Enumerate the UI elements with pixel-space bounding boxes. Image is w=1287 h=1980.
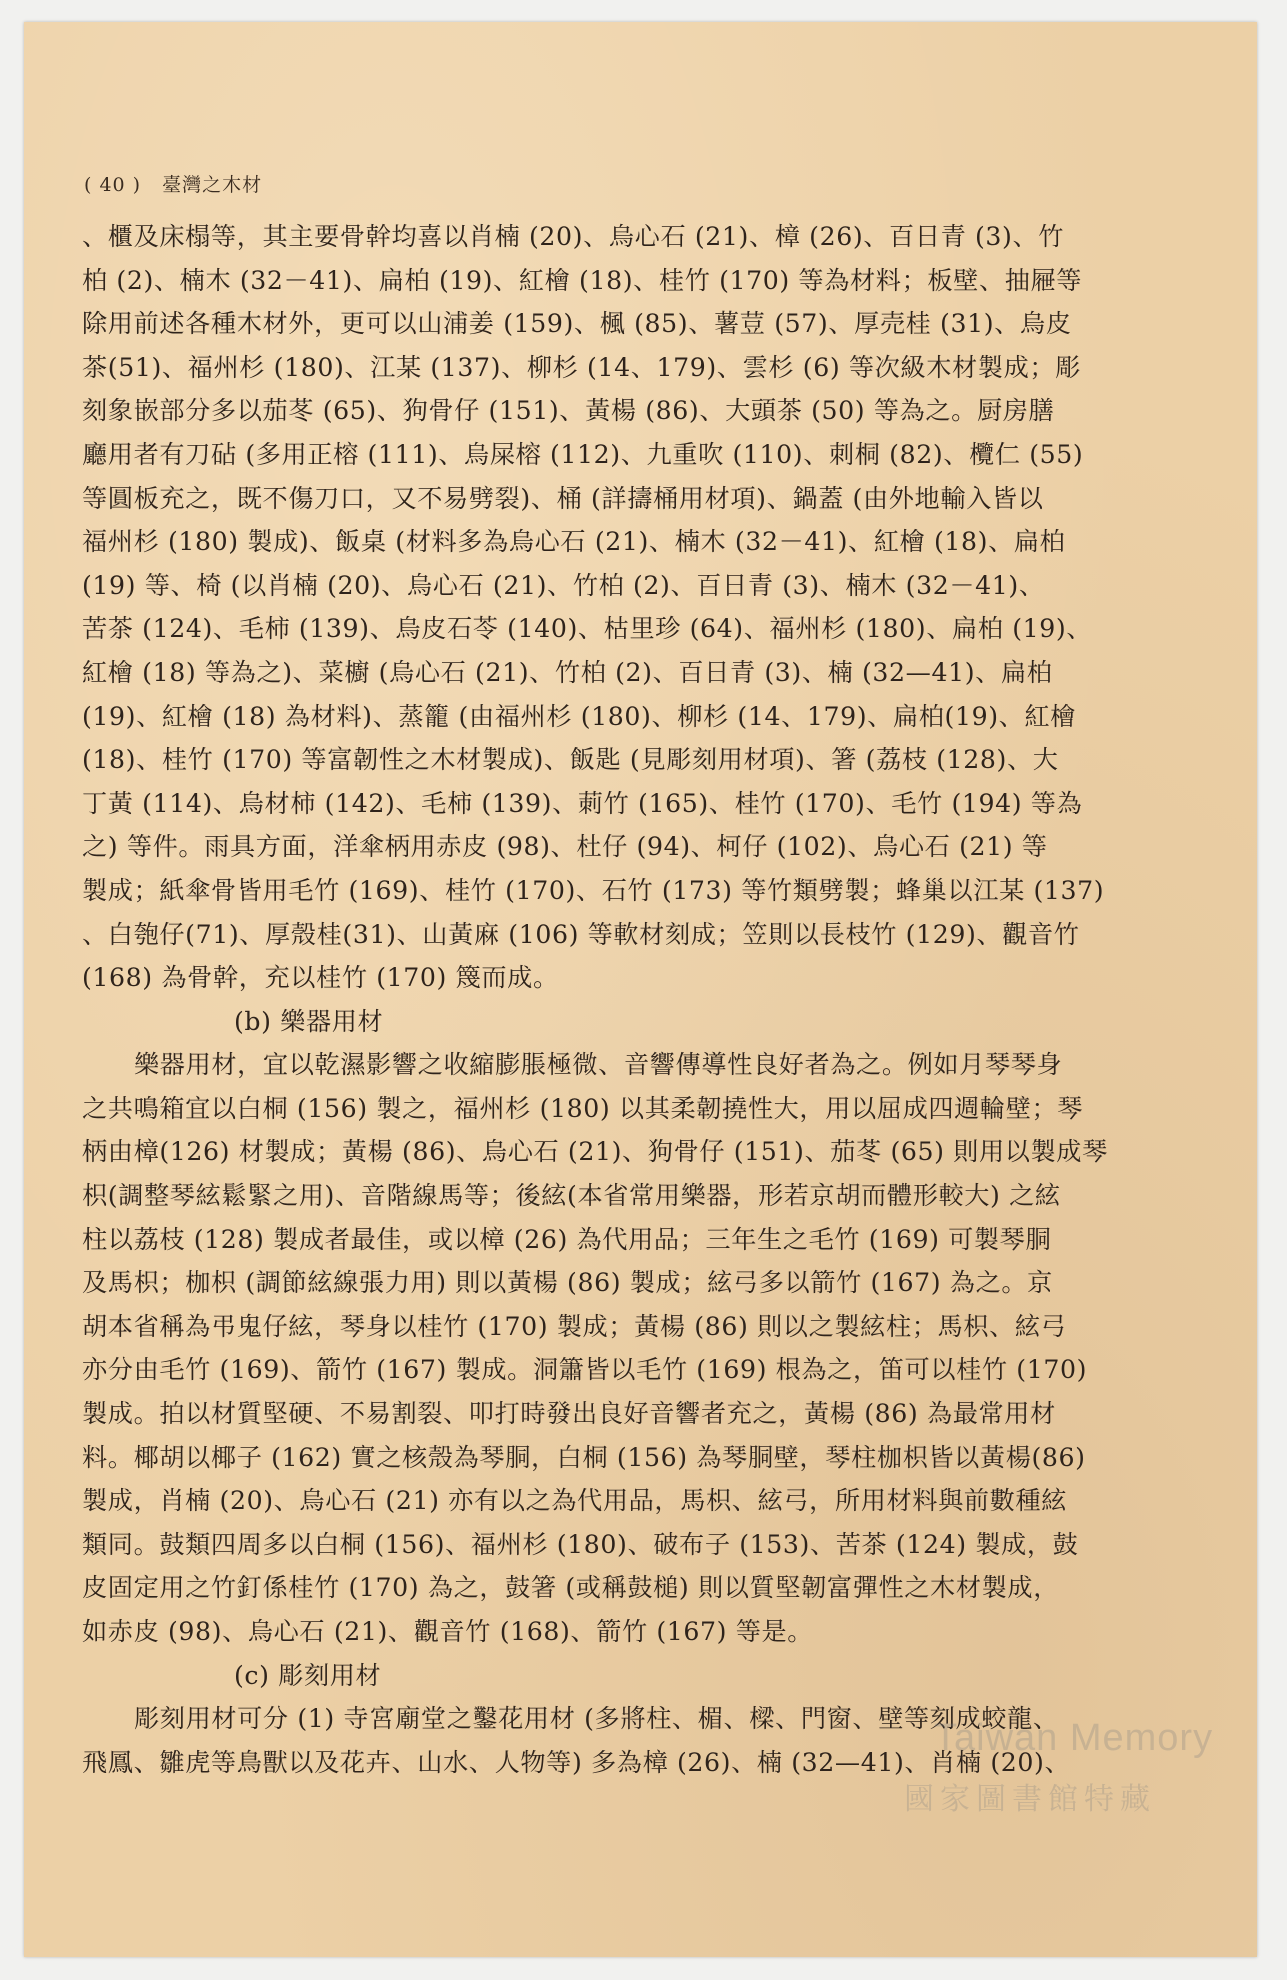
text-line: 茶(51)、福州杉 (180)、江某 (137)、柳杉 (14、179)、雲杉 (6) 等次級木材製成；彫 [82,352,1081,382]
text-line: 刻象嵌部分多以茄苳 (65)、狗骨仔 (151)、黃楊 (86)、大頭茶 (50) 等為之。厨房膳 [82,396,1055,426]
text-line: 彫刻用材可分 (1) 寺宮廟堂之鑿花用材 (多將柱、楣、樑、門窗、壁等刻成蛟龍、 [134,1704,1059,1734]
text-line: 除用前述各種木材外，更可以山浦姜 (159)、楓 (85)、薯荳 (57)、厚売桂 (31)、烏皮 [82,309,1072,339]
text-line: 丁黃 (114)、烏材柿 (142)、毛柿 (139)、莿竹 (165)、桂竹 (170)、毛竹 (194) 等為 [82,788,1083,818]
text-line: 亦分由毛竹 (169)、箭竹 (167) 製成。洞簫皆以毛竹 (169) 根為之，笛可以桂竹 (170) [82,1355,1088,1385]
text-line: 飛鳳、雛虎等鳥獸以及花卉、山水、人物等) 多為樟 (26)、楠 (32—41)、肖楠 (20)、 [82,1747,1071,1777]
text-line: 及馬枳；枷枳 (調節絃線張力用) 則以黃楊 (86) 製成；絃弓多以箭竹 (167) 為之。京 [82,1268,1053,1298]
text-line: (18)、桂竹 (170) 等富韌性之木材製成)、飯匙 (見彫刻用材項)、箸 (荔枝 (128)、大 [82,745,1059,775]
text-line: 製成。拍以材質堅硬、不易割裂、叩打時發出良好音響者充之，黃楊 (86) 為最常用材 [82,1399,1056,1429]
text-line: 製成；紙傘骨皆用毛竹 (169)、桂竹 (170)、石竹 (173) 等竹類劈製；蜂巢以江某 (137) [82,875,1105,905]
text-line: 、櫃及床榻等，其主要骨幹均喜以肖楠 (20)、烏心石 (21)、樟 (26)、百日青 (3)、竹 [82,222,1065,251]
text-line: (19) 等、椅 (以肖楠 (20)、烏心石 (21)、竹柏 (2)、百日青 (3)、楠木 (32－41)、 [82,570,1045,600]
text-line: 皮固定用之竹釘係桂竹 (170) 為之，鼓箸 (或稱鼓槌) 則以質堅韌富彈性之木材製成， [82,1573,1059,1603]
text-line: 樂器用材，宜以乾濕影響之收縮膨脹極微、音響傳導性良好者為之。例如月琴琴身 [134,1050,1063,1080]
text-line: 柄由樟(126) 材製成；黃楊 (86)、烏心石 (21)、狗骨仔 (151)、茄苳 (65) 則用以製成琴 [82,1137,1108,1167]
text-line: 苦茶 (124)、毛柿 (139)、烏皮石苓 (140)、枯里珍 (64)、福州杉 (180)、扁柏 (19)、 [82,614,1093,644]
text-line: 之共鳴箱宜以白桐 (156) 製之，福州杉 (180) 以其柔韌撓性大，用以屈成四週輪壁；琴 [82,1093,1084,1123]
text-line: (19)、紅檜 (18) 為材料)、蒸籠 (由福州杉 (180)、柳杉 (14、179)、扁柏(19)、紅檜 [82,701,1077,731]
text-line: 枳(調整琴絃鬆緊之用)、音階線馬等；後絃(本省常用樂器，形若京胡而體形較大) 之絃 [82,1181,1061,1211]
text-line: 如赤皮 (98)、烏心石 (21)、觀音竹 (168)、箭竹 (167) 等是。 [82,1617,814,1646]
document-page [24,22,1257,1957]
section-heading: (c) 彫刻用材 [234,1660,382,1690]
text-line: 料。椰胡以椰子 (162) 實之核殼為琴胴，白桐 (156) 為琴胴壁，琴柱枷枳皆以黃楊(86) [82,1442,1086,1472]
text-line: 等圓板充之，既不傷刀口，又不易劈裂)、桶 (詳擣桶用材項)、鍋蓋 (由外地輸入皆以 [82,483,1044,513]
body-text [82,215,1200,1784]
text-line: 類同。鼓類四周多以白桐 (156)、福州杉 (180)、破布子 (153)、苦茶 (124) 製成，鼓 [82,1529,1079,1559]
page-header [84,170,262,197]
text-line: 紅檜 (18) 等為之)、菜櫥 (烏心石 (21)、竹柏 (2)、百日青 (3)、楠 (32—41)、扁柏 [82,657,1053,687]
section-heading: (b) 樂器用材 [234,1006,384,1036]
running-title: 臺灣之木材 [162,174,263,196]
text-line: 柏 (2)、楠木 (32－41)、扁柏 (19)、紅檜 (18)、桂竹 (170) 等為材料；板壁、抽屜等 [82,265,1083,295]
text-line: 、白匏仔(71)、厚殼桂(31)、山黃麻 (106) 等軟材刻成；笠則以長枝竹 (129)、觀音竹 [82,919,1080,949]
watermark-subtitle: 國家圖書館特藏 [904,1783,1156,1816]
text-line: 製成，肖楠 (20)、烏心石 (21) 亦有以之為代用品，馬枳、絃弓，所用材料與前數種絃 [82,1486,1068,1516]
watermark-text: Taiwan Memory [934,1717,1214,1759]
text-line: 福州杉 (180) 製成)、飯桌 (材料多為烏心石 (21)、楠木 (32－41)、紅檜 (18)、扁柏 [82,527,1066,557]
text-line: (168) 為骨幹，充以桂竹 (170) 篾而成。 [82,963,559,993]
text-line: 廳用者有刀砧 (多用正榕 (111)、烏屎榕 (112)、九重吹 (110)、刺桐 (82)、欖仁 (55) [82,439,1084,469]
page-number: ( 40 ) [84,174,142,196]
text-line: 柱以荔枝 (128) 製成者最佳，或以樟 (26) 為代用品；三年生之毛竹 (169) 可製琴胴 [82,1224,1052,1254]
text-line: 胡本省稱為弔鬼仔絃，琴身以桂竹 (170) 製成；黃楊 (86) 則以之製絃柱；馬枳、絃弓 [82,1311,1067,1341]
text-line: 之) 等件。雨具方面，洋傘柄用赤皮 (98)、杜仔 (94)、柯仔 (102)、烏心石 (21) 等 [82,832,1048,862]
